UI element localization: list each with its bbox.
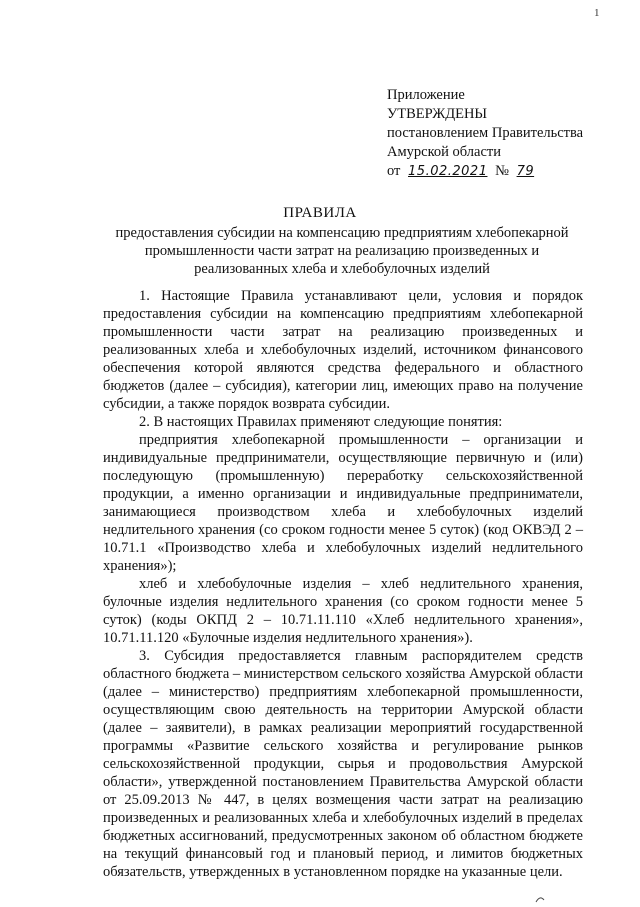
resolution-line: постановлением Правительства bbox=[387, 125, 584, 141]
handwritten-date: 15.02.2021 bbox=[408, 164, 488, 179]
pen-mark-icon bbox=[535, 894, 545, 904]
paragraph-3: 3. Субсидия предоставляется главным распорядителем средств областного бюджета – министерством сельского хозяйства Амурской области (далее – министерство) предприятиям хлебопекарной промышленности, осуществляющим свою деятельность на территории Амурской области (далее – заявители), в рамках реализации мероприятий государственной программы «Развитие сельского хозяйства и регулирование рынков сельскохозяйственной продукции, сырья и продовольствия Амурской области», утвержденной постановлением Правительства Амурской области от 25.09.2013 № 447, в целях возмещения части затрат на реализацию произведенных и реализованных хлеба и хлебобулочных изделий в пределах бюджетных ассигнований, предусмотренных законом об областном бюджете на текущий финансовый год и плановый период, и лимитов бюджетных обязательств, утвержденных в установленном порядке на указанные цели. bbox=[103, 648, 583, 880]
appendix-block bbox=[387, 86, 627, 181]
document-body bbox=[103, 287, 583, 881]
approved-line: УТВЕРЖДЕНЫ bbox=[387, 106, 488, 122]
paragraph-2: 2. В настоящих Правилах применяют следующие понятия: bbox=[139, 414, 503, 430]
page-corner-mark: 1 bbox=[594, 7, 600, 19]
region-line: Амурской области bbox=[387, 144, 501, 160]
date-number-line bbox=[387, 162, 627, 181]
definition-bread-products: хлеб и хлебобулочные изделия – хлеб недлительного хранения, булочные изделия недлительного хранения (со сроком годности менее 5 суток) (коды ОКПД 2 – 10.71.11.110 «Хлеб недлительного хранения», 10.71.11.120 «Булочные изделия недлительного хранения»). bbox=[103, 576, 583, 646]
margin-mark bbox=[535, 894, 545, 904]
appendix-line: Приложение bbox=[387, 87, 465, 103]
definition-bakery-enterprises: предприятия хлебопекарной промышленности – организации и индивидуальные предприниматели, осуществляющие первичную и (или) последующую (промышленную) переработку сельскохозяйственной продукции, а именно организации и индивидуальные предприниматели, занимающиеся производством хлеба и хлебобулочных изделий недлительного хранения (со сроком годности менее 5 суток) (код ОКВЭД 2 – 10.71.1 «Производство хлеба и хлебобулочных изделий недлительного хранения»); bbox=[103, 432, 583, 574]
document-title: ПРАВИЛА bbox=[283, 205, 357, 221]
paragraph-1: 1. Настоящие Правила устанавливают цели, условия и порядок предоставления субсидии на компенсацию предприятиям хлебопекарной промышленности части затрат на реализацию произведенных и реализованных хлеба и хлебобулочных изделий, источником финансового обеспечения которой являются средства федерального и областного бюджетов (далее – субсидия), категории лиц, имеющих право на получение субсидии, а также порядок возврата субсидии. bbox=[103, 288, 583, 412]
number-prefix: № bbox=[495, 163, 509, 179]
document-subtitle: предоставления субсидии на компенсацию предприятиям хлебопекарной промышленности части затрат на реализацию произведенных и реализованных хлеба и хлебобулочных изделий bbox=[115, 225, 569, 277]
date-prefix: от bbox=[387, 163, 401, 179]
handwritten-number: 79 bbox=[516, 164, 535, 179]
